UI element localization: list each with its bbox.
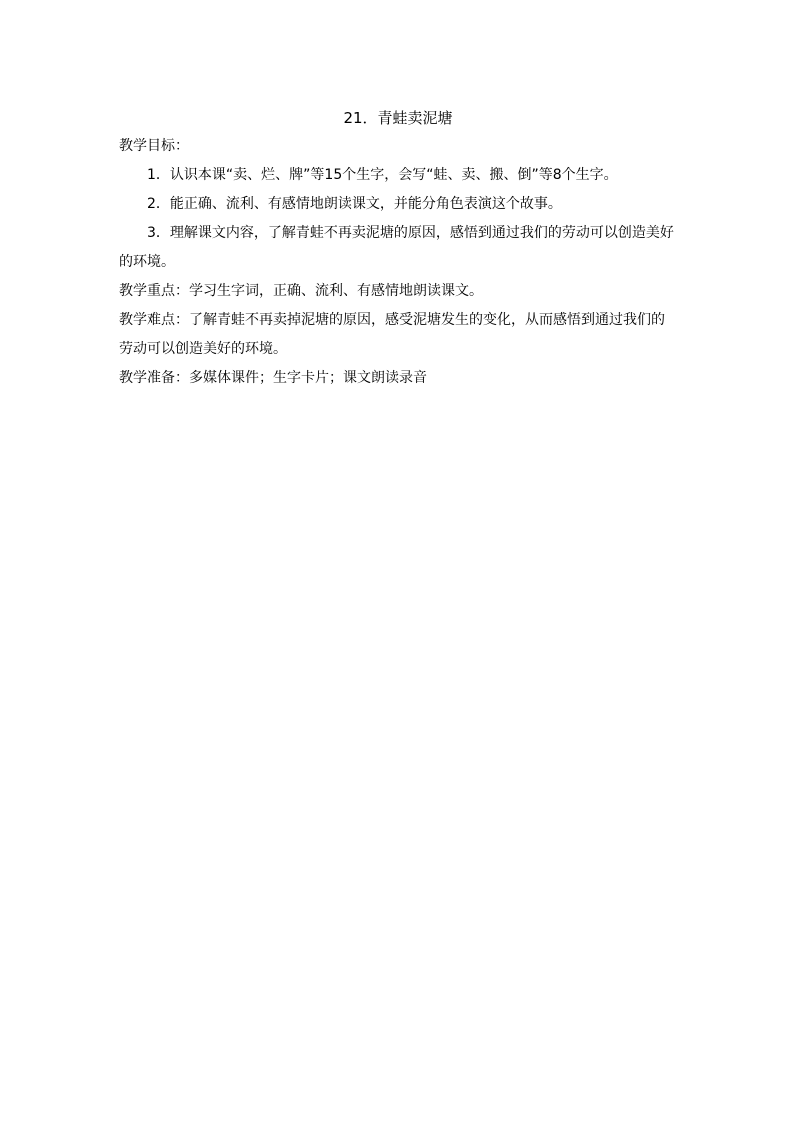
objectives-heading: 教学目标：	[119, 138, 189, 154]
objective-item-3: 3．理解课文内容，了解青蛙不再卖泥塘的原因，感悟到通过我们的劳动可以创造美好的环境。	[119, 225, 674, 270]
difficulty: 教学难点：了解青蛙不再卖掉泥塘的原因，感受泥塘发生的变化，从而感悟到通过我们的劳动可以创造美好的环境。	[119, 312, 665, 357]
preparation: 教学准备：多媒体课件；生字卡片；课文朗读录音	[119, 370, 427, 386]
objective-item-1: 1．认识本课“卖、烂、牌”等15个生字，会写“蛙、卖、搬、倒”等8个生字。	[147, 167, 618, 183]
document-body	[119, 104, 677, 393]
objective-item-2: 2．能正确、流利、有感情地朗读课文，并能分角色表演这个故事。	[147, 196, 562, 212]
document-title: 21．青蛙卖泥塘	[343, 109, 453, 127]
key-point: 教学重点：学习生字词，正确、流利、有感情地朗读课文。	[119, 283, 483, 299]
